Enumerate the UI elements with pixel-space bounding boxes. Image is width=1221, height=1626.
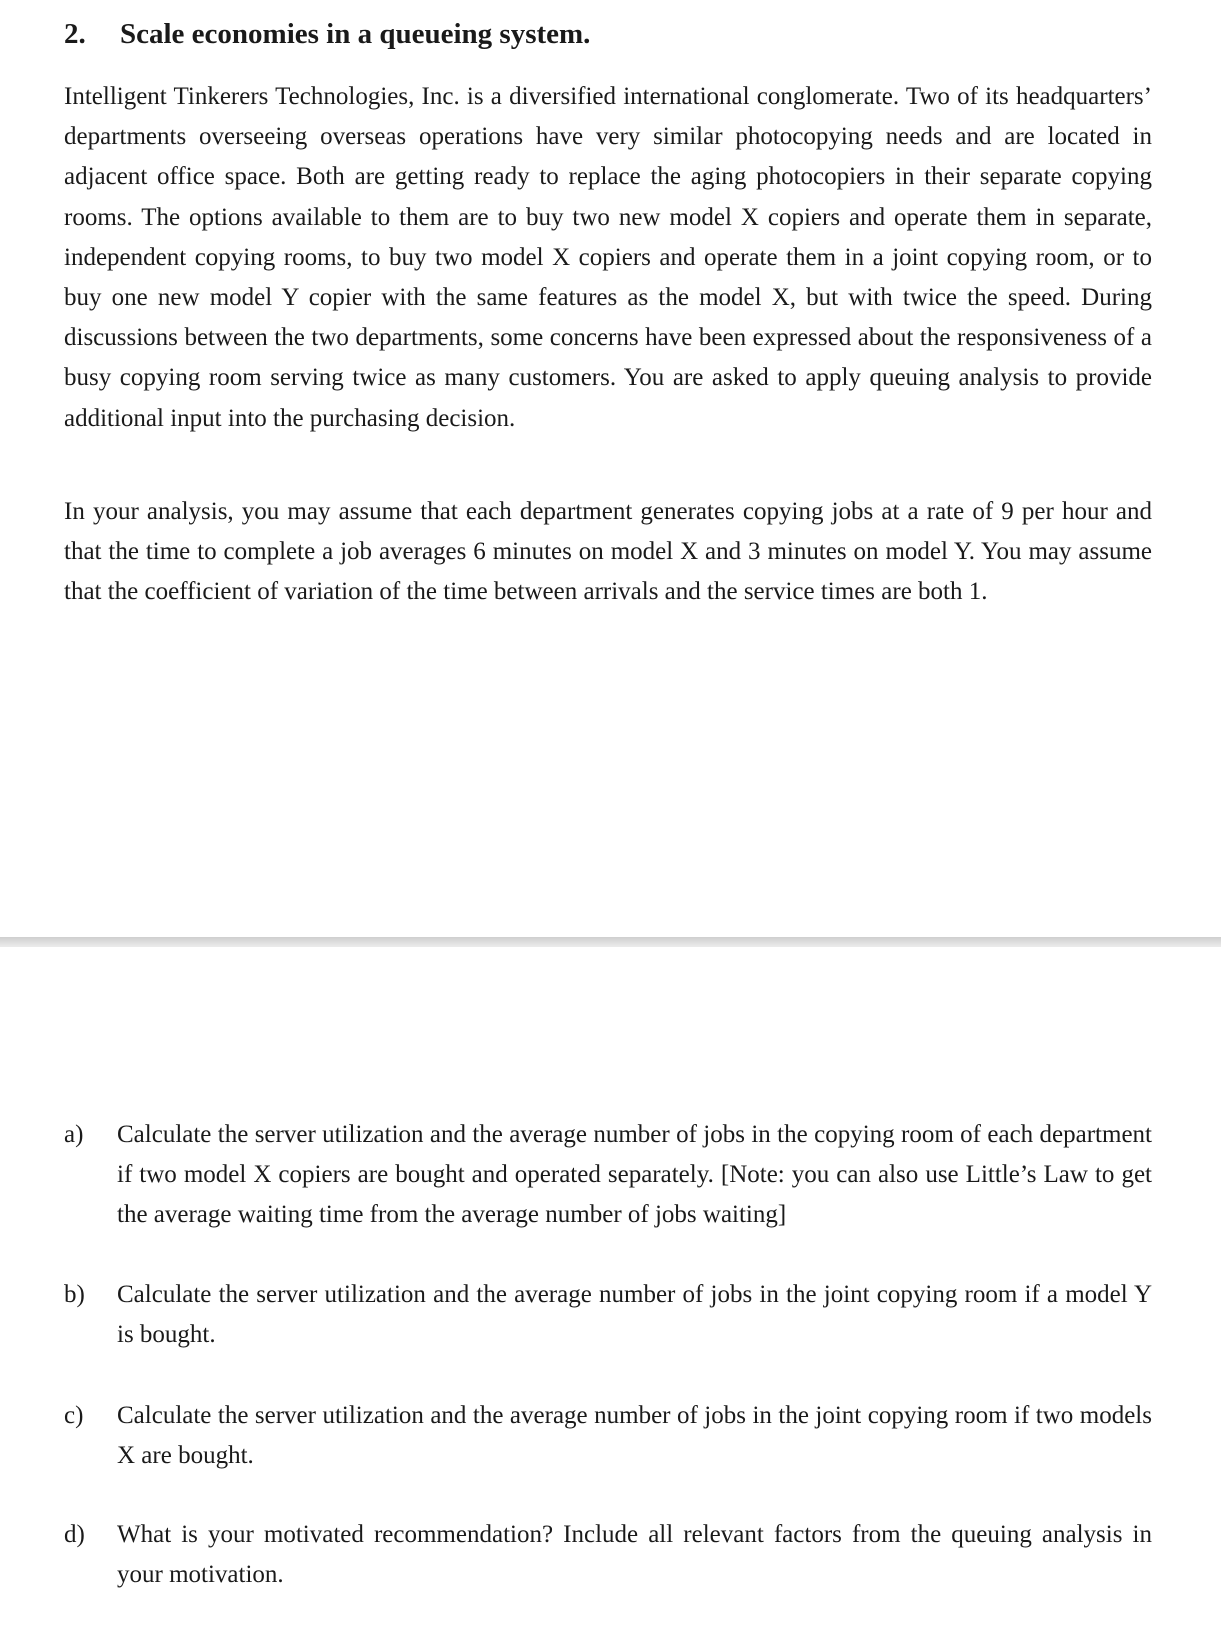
question-text: Calculate the server utilization and the average number of jobs in the joint copying room if a model Y is bought.	[117, 1281, 1152, 1349]
question-b	[64, 1275, 1152, 1355]
problem-heading	[64, 14, 590, 54]
page-divider	[0, 937, 1221, 947]
question-a	[64, 1115, 1152, 1236]
question-text: Calculate the server utilization and the average number of jobs in the joint copying room if two models X are bought.	[117, 1402, 1152, 1470]
problem-number: 2.	[64, 18, 86, 50]
question-c	[64, 1396, 1152, 1476]
question-label: c)	[64, 1402, 84, 1429]
question-label: a)	[64, 1121, 84, 1148]
question-label: d)	[64, 1521, 85, 1548]
question-text: What is your motivated recommendation? Include all relevant factors from the queuing analysis in your motivation.	[117, 1521, 1152, 1589]
problem-paragraph-assumptions: In your analysis, you may assume that each department generates copying jobs at a rate of 9 per hour and that the time to complete a job averages 6 minutes on model X and 3 minutes on model Y. You may assume that the coefficient of variation of the time between arrivals and the service times are both 1.	[64, 498, 1152, 606]
question-d	[64, 1515, 1152, 1595]
question-label: b)	[64, 1281, 85, 1308]
problem-title: Scale economies in a queueing system.	[120, 18, 591, 50]
problem-paragraph-context: Intelligent Tinkerers Technologies, Inc. is a diversified international conglomerate. Two of its headquarters’ departments overseeing overseas operations have very similar photocopying needs and are located in adjacent office space. Both are getting ready to replace the aging photocopiers in their separate copying rooms. The options available to them are to buy two new model X copiers and operate them in separate, independent copying rooms, to buy two model X copiers and operate them in a joint copying room, or to buy one new model Y copier with the same features as the model X, but with twice the speed. During discussions between the two departments, some concerns have been expressed about the responsiveness of a busy copying room serving twice as many customers. You are asked to apply queuing analysis to provide additional input into the purchasing decision.	[64, 83, 1152, 432]
question-text: Calculate the server utilization and the average number of jobs in the copying room of each department if two model X copiers are bought and operated separately. [Note: you can also use Little’s Law to get the average waiting time from the average number of jobs waiting]	[117, 1121, 1152, 1229]
